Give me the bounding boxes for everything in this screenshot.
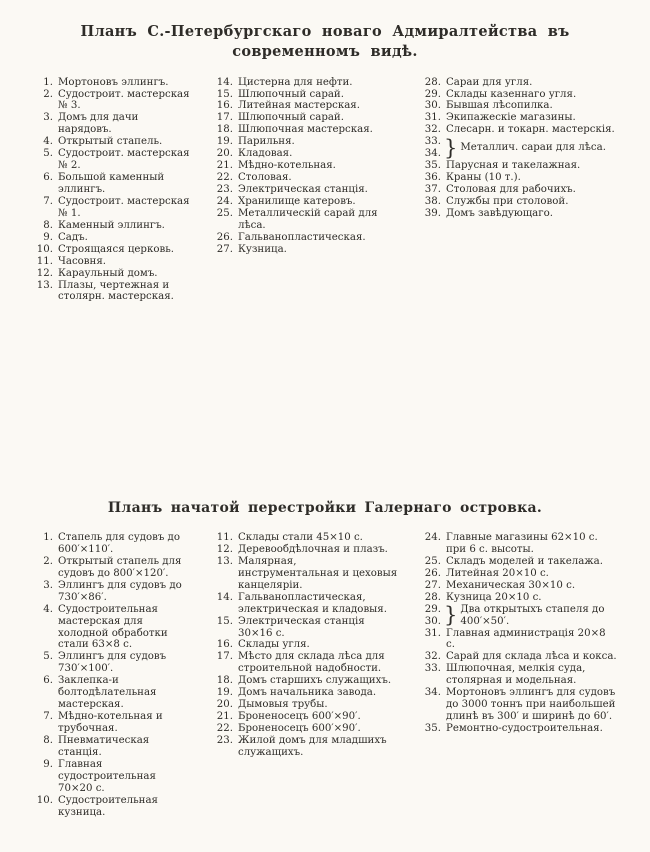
item-text: Кузница. xyxy=(238,243,287,255)
legend-item xyxy=(213,699,399,711)
legend-item xyxy=(33,172,191,196)
legend-item xyxy=(33,604,191,652)
legend-item xyxy=(33,244,191,256)
legend-item xyxy=(213,160,399,172)
legend-item xyxy=(33,556,191,580)
legend-item xyxy=(421,136,617,160)
item-number: 29. xyxy=(424,88,441,100)
legend-item xyxy=(421,592,617,604)
item-text: Электрическая станція 30×16 с. xyxy=(238,615,365,639)
item-number: 14. xyxy=(216,591,233,603)
item-number: 2. xyxy=(43,88,53,100)
item-text: Парусная и такелажная. xyxy=(446,160,581,172)
item-number: 20. xyxy=(216,699,233,711)
item-number: 36. xyxy=(424,172,441,184)
legend-columns-admiralty xyxy=(33,77,617,304)
legend-item xyxy=(213,148,399,160)
item-number: 1. xyxy=(43,76,53,88)
item-number: 23. xyxy=(216,734,233,746)
item-number: 34. xyxy=(424,148,441,160)
item-number: 5. xyxy=(43,651,53,663)
legend-item xyxy=(213,196,399,208)
item-text: Домъ старшихъ служащихъ. xyxy=(238,675,392,687)
legend-item xyxy=(421,568,617,580)
legend-item xyxy=(33,651,191,675)
item-number: 21. xyxy=(216,711,233,723)
item-text: Эллингъ для судовъ до 730′×86′. xyxy=(58,579,182,603)
item-number: 5. xyxy=(43,148,53,160)
item-text: Часовня. xyxy=(58,255,106,267)
item-text: Каменный эллингъ. xyxy=(58,219,165,231)
item-number: 12. xyxy=(216,543,233,555)
legend-item xyxy=(33,89,191,113)
item-text: Домъ начальника завода. xyxy=(238,687,377,699)
legend-item xyxy=(213,723,399,735)
legend-item xyxy=(213,544,399,556)
item-number: 16. xyxy=(216,100,233,112)
item-text: Главная администрація 20×8 с. xyxy=(446,627,606,651)
item-text: Жилой домъ для младшихъ служащихъ. xyxy=(238,734,387,758)
legend-item xyxy=(33,532,191,556)
item-number: 25. xyxy=(424,555,441,567)
item-text: Шлюпочный сарай. xyxy=(238,112,344,124)
item-number: 6. xyxy=(43,172,53,184)
item-number: 28. xyxy=(424,591,441,603)
legend-item xyxy=(421,112,617,124)
legend-item xyxy=(213,100,399,112)
legend-item xyxy=(213,592,399,616)
item-text: Склады угля. xyxy=(238,639,310,651)
legend-item xyxy=(213,89,399,101)
item-number: 18. xyxy=(216,675,233,687)
legend-item xyxy=(213,184,399,196)
item-text: Столовая для рабочихъ. xyxy=(446,184,576,196)
item-text: Мортоновъ эллингъ. xyxy=(58,76,169,88)
item-text: Шлюпочный сарай. xyxy=(238,88,344,100)
item-number: 26. xyxy=(216,231,233,243)
item-text: Шлюпочная, мелкія суда, столярная и модельная. xyxy=(446,663,586,687)
item-number: 37. xyxy=(424,184,441,196)
item-text: Кладовая. xyxy=(238,148,293,160)
item-number: 33. xyxy=(424,136,441,148)
legend-item xyxy=(213,208,399,232)
item-text: Склады стали 45×10 с. xyxy=(238,532,363,543)
item-number: 27. xyxy=(216,243,233,255)
legend-item xyxy=(213,651,399,675)
item-text: Плазы, чертежная и столярн. мастерская. xyxy=(58,279,174,303)
item-text: Сараи для угля. xyxy=(446,76,533,88)
item-number: 4. xyxy=(43,603,53,615)
item-number: 7. xyxy=(43,195,53,207)
legend-item xyxy=(33,675,191,711)
item-text: Судостроит. мастерская № 1. xyxy=(58,195,190,219)
item-text: Домъ для дачи нарядовъ. xyxy=(58,112,139,136)
legend-item xyxy=(421,89,617,101)
item-number: 34. xyxy=(424,687,441,699)
legend-item xyxy=(421,651,617,663)
item-number: 31. xyxy=(424,627,441,639)
item-text: Броненосецъ 600′×90′. xyxy=(238,711,361,723)
item-number: 26. xyxy=(424,567,441,579)
item-number: 25. xyxy=(216,207,233,219)
section-title-admiralty: Планъ С.-Петербургскаго новаго Адмиралтейства въ современномъ видѣ. xyxy=(80,23,570,61)
item-text: Металлическій сарай для лѣса. xyxy=(238,207,378,231)
item-text: Хранилище катеровъ. xyxy=(238,195,356,207)
item-number: 9. xyxy=(43,231,53,243)
item-number: 21. xyxy=(216,160,233,172)
item-number: 39. xyxy=(424,207,441,219)
item-number: 17. xyxy=(216,651,233,663)
legend-column-1 xyxy=(33,77,191,304)
item-number: 14. xyxy=(216,76,233,88)
item-text: Гальванопластическая. xyxy=(238,231,366,243)
item-number: 22. xyxy=(216,172,233,184)
item-number: 29. xyxy=(424,603,441,615)
legend-item xyxy=(33,148,191,172)
legend-item xyxy=(213,711,399,723)
item-number: 4. xyxy=(43,136,53,148)
legend-item xyxy=(213,124,399,136)
item-number: 27. xyxy=(424,579,441,591)
item-text: Сарай для склада лѣса и кокса. xyxy=(446,651,617,663)
item-number: 32. xyxy=(424,651,441,663)
item-number: 19. xyxy=(216,136,233,148)
legend-item xyxy=(213,136,399,148)
item-text: Малярная, инструментальная и цеховыя канцеляріи. xyxy=(238,555,398,591)
legend-item xyxy=(33,136,191,148)
legend-item xyxy=(33,77,191,89)
legend-item xyxy=(33,112,191,136)
legend-item xyxy=(213,735,399,759)
legend-item xyxy=(33,268,191,280)
section-title-galerny: Планъ начатой перестройки Галернаго островка. xyxy=(107,500,543,517)
item-number: 32. xyxy=(424,124,441,136)
item-number: 30. xyxy=(424,615,441,627)
item-number: 9. xyxy=(43,758,53,770)
item-number: 16. xyxy=(216,639,233,651)
brace-glyph: } xyxy=(444,135,458,160)
section-admiralty xyxy=(33,22,617,303)
section-galerny xyxy=(33,499,617,818)
legend-item xyxy=(213,112,399,124)
item-numbers xyxy=(421,136,441,160)
legend-item xyxy=(213,616,399,640)
legend-item xyxy=(33,220,191,232)
item-number: 8. xyxy=(43,734,53,746)
item-text: Гальванопластическая, электрическая и кладовыя. xyxy=(238,591,387,615)
item-text: Главная судостроительная 70×20 с. xyxy=(58,758,156,794)
item-text: Мѣсто для склада лѣса для строительной надобности. xyxy=(238,651,385,675)
item-number: 15. xyxy=(216,615,233,627)
item-number: 8. xyxy=(43,219,53,231)
legend-item xyxy=(33,280,191,304)
item-text: Главные магазины 62×10 с. при 6 с. высоты. xyxy=(446,532,598,555)
item-numbers xyxy=(421,604,441,628)
legend-item xyxy=(213,172,399,184)
item-text: Дымовыя трубы. xyxy=(238,699,328,711)
item-text: Шлюпочная мастерская. xyxy=(238,124,373,136)
item-text: Два открытыхъ стапеля до 400′×50′. xyxy=(460,603,605,627)
item-number: 18. xyxy=(216,124,233,136)
item-number: 7. xyxy=(43,711,53,723)
legend-item xyxy=(213,556,399,592)
item-text: Краны (10 т.). xyxy=(446,172,521,184)
item-text: Металлич. сараи для лѣса. xyxy=(460,142,606,154)
item-text: Эллингъ для судовъ 730′×100′. xyxy=(58,651,167,675)
legend-item xyxy=(421,172,617,184)
item-text: Мѣдно-котельная. xyxy=(238,160,336,172)
legend-item xyxy=(213,244,399,256)
item-text: Электрическая станція. xyxy=(238,184,368,196)
item-text: Открытый стапель. xyxy=(58,136,163,148)
item-number: 13. xyxy=(36,279,53,291)
item-number: 11. xyxy=(36,255,53,267)
legend-item xyxy=(421,687,617,723)
legend-item xyxy=(421,532,617,556)
legend-column-5 xyxy=(213,532,399,819)
item-number: 19. xyxy=(216,687,233,699)
item-text: Судостроительная кузница. xyxy=(58,794,158,818)
legend-column-6 xyxy=(421,532,617,819)
legend-item xyxy=(421,208,617,220)
item-number: 6. xyxy=(43,675,53,687)
item-number: 33. xyxy=(424,663,441,675)
legend-column-2 xyxy=(213,77,399,304)
item-number: 24. xyxy=(424,532,441,543)
item-number: 3. xyxy=(43,112,53,124)
item-number: 35. xyxy=(424,160,441,172)
legend-item xyxy=(213,687,399,699)
item-number: 31. xyxy=(424,112,441,124)
legend-item xyxy=(213,675,399,687)
item-number: 20. xyxy=(216,148,233,160)
legend-item xyxy=(421,723,617,735)
item-text: Домъ завѣдующаго. xyxy=(446,207,553,219)
legend-item xyxy=(421,580,617,592)
item-text: Стапель для судовъ до 600′×110′. xyxy=(58,532,180,555)
item-text: Службы при столовой. xyxy=(446,195,569,207)
legend-column-4 xyxy=(33,532,191,819)
item-text: Мортоновъ эллингъ для судовъ до 3000 тоннъ при наибольшей длинѣ въ 300′ и ширинѣ до 60′. xyxy=(446,687,616,723)
legend-item xyxy=(421,77,617,89)
item-number: 22. xyxy=(216,723,233,734)
legend-item xyxy=(33,196,191,220)
item-number: 15. xyxy=(216,88,233,100)
legend-item xyxy=(213,639,399,651)
legend-item xyxy=(421,124,617,136)
item-number: 10. xyxy=(36,794,53,806)
item-number: 24. xyxy=(216,195,233,207)
item-number: 28. xyxy=(424,76,441,88)
item-text: Цистерна для нефти. xyxy=(238,76,353,88)
legend-item xyxy=(421,196,617,208)
item-text: Открытый стапель для судовъ до 800′×120′. xyxy=(58,555,182,579)
item-text: Экипажескіе магазины. xyxy=(446,112,576,124)
legend-item xyxy=(33,232,191,244)
item-text: Кузница 20×10 с. xyxy=(446,591,542,603)
item-text: Парильня. xyxy=(238,136,295,148)
item-text: Мѣдно-котельная и трубочная. xyxy=(58,711,163,734)
item-number: 10. xyxy=(36,243,53,255)
legend-item xyxy=(33,711,191,735)
item-number: 11. xyxy=(216,532,233,543)
legend-item xyxy=(421,663,617,687)
item-number: 30. xyxy=(424,100,441,112)
item-text: Складъ моделей и такелажа. xyxy=(446,555,603,567)
legend-column-3 xyxy=(421,77,617,304)
item-number: 13. xyxy=(216,555,233,567)
legend-item xyxy=(33,735,191,759)
item-text: Бывшая лѣсопилка. xyxy=(446,100,553,112)
item-number: 35. xyxy=(424,723,441,734)
item-text: Судостроит. мастерская № 2. xyxy=(58,148,190,172)
legend-item xyxy=(213,77,399,89)
legend-item xyxy=(421,100,617,112)
legend-item xyxy=(421,184,617,196)
item-number: 38. xyxy=(424,195,441,207)
item-number: 17. xyxy=(216,112,233,124)
legend-item xyxy=(213,232,399,244)
item-text: Заклепка-и болтодѣлательная мастерская. xyxy=(58,675,157,711)
legend-item xyxy=(33,759,191,795)
legend-item xyxy=(421,160,617,172)
item-text: Литейная мастерская. xyxy=(238,100,360,112)
item-text: Судостроительная мастерская для холодной обработки стали 63×8 с. xyxy=(58,603,168,651)
item-text: Склады казеннаго угля. xyxy=(446,88,577,100)
legend-item xyxy=(213,532,399,544)
legend-columns-galerny xyxy=(33,532,617,819)
item-text: Слесарн. и токарн. мастерскія. xyxy=(446,124,615,136)
item-text: Садъ. xyxy=(58,231,88,243)
item-number: 1. xyxy=(43,532,53,543)
item-text: Броненосецъ 600′×90′. xyxy=(238,723,361,734)
item-number: 2. xyxy=(43,555,53,567)
item-text: Ремонтно-судостроительная. xyxy=(446,723,603,734)
item-text: Литейная 20×10 с. xyxy=(446,567,549,579)
item-text: Строящаяся церковь. xyxy=(58,243,174,255)
item-text: Пневматическая станція. xyxy=(58,734,150,758)
item-text: Судостроит. мастерская № 3. xyxy=(58,88,190,112)
item-text: Механическая 30×10 с. xyxy=(446,579,576,591)
legend-item xyxy=(421,628,617,652)
legend-item xyxy=(421,556,617,568)
item-number: 23. xyxy=(216,184,233,196)
brace-glyph: } xyxy=(444,603,458,628)
legend-item xyxy=(33,256,191,268)
item-number: 12. xyxy=(36,267,53,279)
legend-item xyxy=(33,795,191,819)
legend-item xyxy=(421,604,617,628)
legend-item xyxy=(33,580,191,604)
item-text: Большой каменный эллингъ. xyxy=(58,172,165,196)
item-text: Столовая. xyxy=(238,172,292,184)
item-number: 3. xyxy=(43,579,53,591)
item-text: Деревообдѣлочная и плазъ. xyxy=(238,543,388,555)
item-text: Караульный домъ. xyxy=(58,267,158,279)
